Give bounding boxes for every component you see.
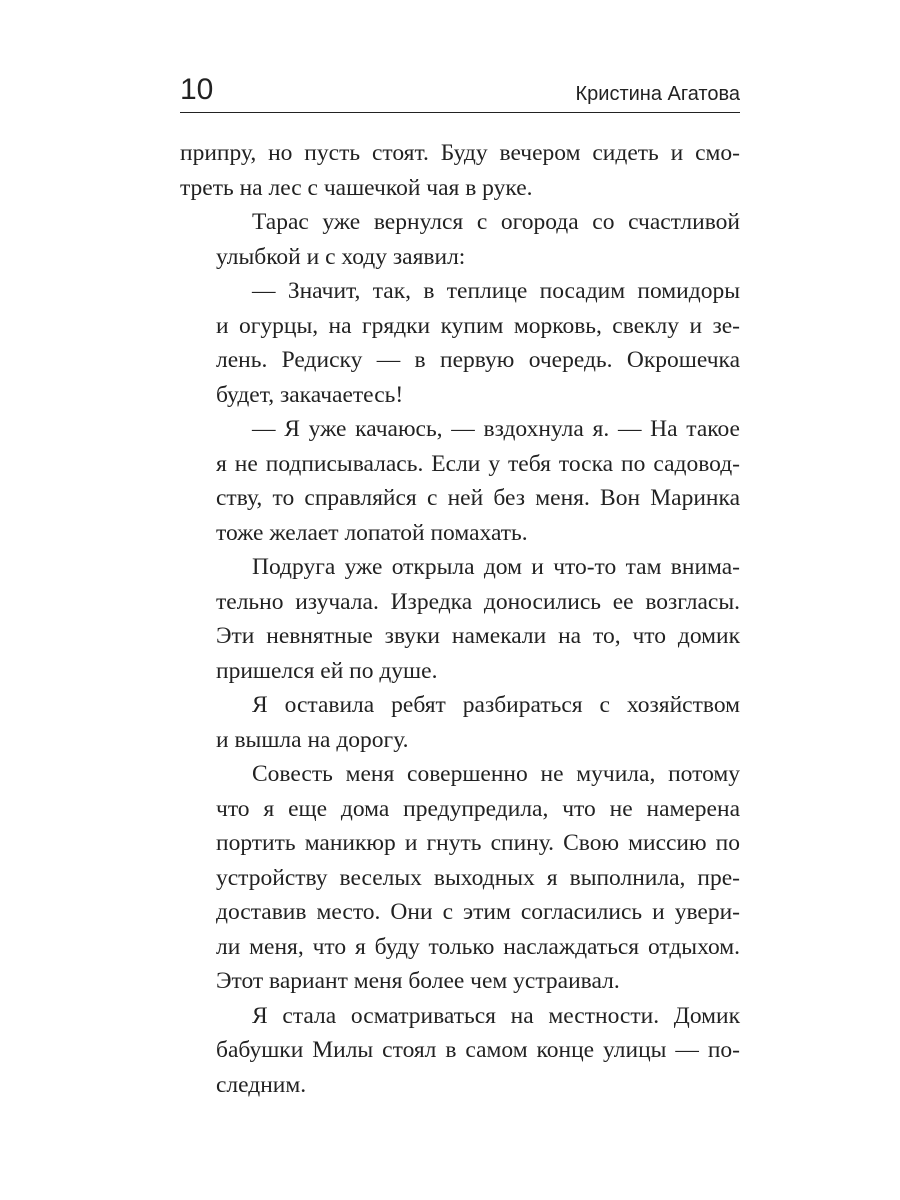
- text-line: треть на лес с чашечкой чая в руке.: [180, 174, 533, 201]
- paragraph: [180, 999, 740, 1103]
- text-line: ству, то справляйся с ней без меня. Вон Маринка: [216, 485, 740, 511]
- text-line: припру, но пусть стоят. Буду вечером сидеть и смо-: [180, 140, 740, 166]
- text-line: я не подписывалась. Если у тебя тоска по садовод-: [216, 450, 740, 477]
- body-text: [180, 136, 740, 1102]
- text-line: будет, закачаетесь!: [216, 381, 404, 408]
- paragraph: [180, 274, 740, 412]
- text-line: ли меня, что я буду только наслаждаться отдыхом.: [216, 933, 740, 960]
- text-line: Этот вариант меня более чем устраивал.: [216, 968, 620, 994]
- paragraph: [180, 136, 740, 205]
- text-line: пришелся ей по душе.: [216, 657, 438, 684]
- text-line: устройству веселых выходных я выполнила, пре-: [216, 864, 740, 891]
- paragraph: [180, 757, 740, 999]
- text-line: Я оставила ребят разбираться с хозяйством: [252, 692, 740, 718]
- text-line: Тарас уже вернулся с огорода со счастливой: [252, 209, 740, 235]
- book-page: [180, 0, 740, 1200]
- paragraph: [180, 550, 740, 688]
- text-line: тельно изучала. Изредка доносились ее возгласы.: [216, 588, 740, 615]
- text-line: следним.: [216, 1071, 307, 1098]
- text-line: и огурцы, на грядки купим морковь, свеклу и зе-: [216, 312, 740, 339]
- text-line: улыбкой и с ходу заявил:: [216, 243, 466, 270]
- text-line: — Я уже качаюсь, — вздохнула я. — На такое: [252, 416, 740, 442]
- text-line: Подруга уже открыла дом и что-то там внима-: [252, 554, 740, 580]
- text-line: Эти невнятные звуки намекали на то, что домик: [216, 623, 740, 649]
- page-number: 10: [180, 73, 214, 106]
- paragraph: [180, 688, 740, 757]
- text-line: — Значит, так, в теплице посадим помидоры: [252, 278, 740, 304]
- text-line: Совесть меня совершенно не мучила, потому: [252, 761, 740, 787]
- text-line: доставив место. Они с этим согласились и увери-: [216, 899, 740, 925]
- text-line: бабушки Милы стоял в самом конце улицы — по-: [216, 1037, 740, 1063]
- paragraph: [180, 412, 740, 550]
- page-header: [180, 72, 740, 113]
- text-line: Я стала осматриваться на местности. Домик: [252, 1002, 740, 1029]
- running-head-author: Кристина Агатова: [575, 83, 740, 105]
- text-line: тоже желает лопатой помахать.: [216, 519, 528, 546]
- paragraph: [180, 205, 740, 274]
- text-line: портить маникюр и гнуть спину. Свою миссию по: [216, 830, 740, 856]
- text-line: и вышла на дорогу.: [216, 726, 409, 753]
- text-line: что я еще дома предупредила, что не намерена: [216, 795, 740, 822]
- text-line: лень. Редиску — в первую очередь. Окрошечка: [216, 347, 740, 373]
